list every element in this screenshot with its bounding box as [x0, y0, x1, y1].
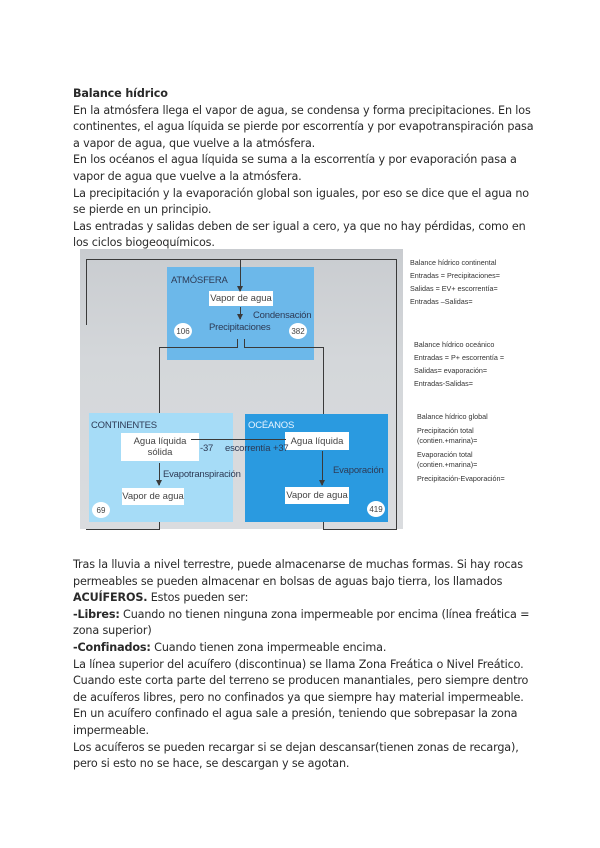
oceans-title: OCÉANOS: [248, 420, 295, 431]
precip-right-line: [244, 347, 324, 348]
note-line: Precipitación total (contien.+marina)=: [417, 426, 478, 445]
frame-right-line: [396, 259, 397, 529]
intro-tail: Estos pueden ser:: [147, 591, 249, 605]
intro-section: [73, 86, 543, 252]
frame-top-line: [86, 259, 396, 260]
note-line: Entradas = P+ escorrentía =: [414, 353, 505, 362]
precipitation-label: Precipitaciones: [209, 322, 271, 333]
continents-box: [89, 413, 241, 522]
note-line: Salidas = EV+ escorrentía=: [410, 284, 498, 293]
continents-title: CONTINENTES: [91, 420, 157, 431]
evaporation-label: Evaporación: [333, 465, 384, 476]
arrow-condensation: [240, 307, 241, 319]
global-balance-note: [417, 412, 505, 488]
note-title: Balance hídrico continental: [410, 258, 497, 267]
cont-return-down: [159, 522, 160, 529]
paragraph: Cuando este corta parte del terreno se producen manantiales, pero siempre dentro de acuíferos libres, pero no confinados ya que siempre hay material impermeable.: [73, 674, 529, 704]
intro-text: Tras la lluvia a nivel terrestre, puede almacenarse de muchas formas. Si hay rocas permeables se pueden almacenar en bolsas de aguas bajo tierra, los llamados: [73, 558, 523, 588]
note-line: Evaporación total (contien.+marina)=: [417, 450, 478, 469]
note-title: Balance hídrico oceánico: [414, 340, 495, 349]
cont-vapor-box: Vapor de agua: [122, 488, 184, 505]
ocean-return-line: [323, 529, 397, 530]
free-aquifer-item: [73, 607, 543, 640]
arrow-evapotranspiration: [159, 463, 160, 485]
note-line: Entradas = Precipitaciones=: [410, 271, 500, 280]
confined-text: Cuando tienen zona impermeable encima.: [150, 640, 387, 654]
cont-liquid-box: Agua líquida sólida: [121, 433, 199, 461]
ocean-return-down: [323, 522, 324, 529]
cont-return-line: [86, 529, 160, 530]
paragraph: En los océanos el agua líquida se suma a la escorrentía y por evaporación pasa a vapor de agua que vuelve a la atmósfera.: [73, 153, 517, 183]
paragraph: Las entradas y salidas deben de ser igual a cero, ya que no hay pérdidas, como en los ciclos biogeoquímicos.: [73, 219, 526, 250]
runoff-label: escorrentía: [225, 443, 271, 454]
evapotranspiration-label: Evapotranspiración: [163, 469, 241, 480]
frame-left-line: [86, 259, 87, 325]
value-continents: 69: [92, 502, 110, 518]
note-line: Entradas-Salidas=: [414, 379, 473, 388]
water-balance-diagram: [80, 249, 403, 529]
value-atm-left: 106: [174, 323, 192, 339]
continental-balance-note: [410, 256, 500, 308]
aquifers-term: ACUÍFEROS.: [73, 591, 148, 605]
confined-aquifer-item: [73, 640, 543, 657]
value-atm-right: 382: [289, 323, 307, 339]
ocean-liquid-box: Agua líquida: [285, 432, 349, 450]
paragraph: Los acuíferos se pueden recargar si se dejan descansar(tienen zonas de recarga), pero si esto no se hace, se descargan y se agotan.: [73, 740, 519, 771]
runoff-right-value: +37: [273, 443, 289, 454]
runoff-left-value: -37: [200, 443, 214, 454]
note-line: Precipitación-Evaporación=: [417, 474, 505, 483]
paragraph: En un acuífero confinado el agua sale a presión, teniendo que sobrepasar la zona impermeable.: [73, 707, 518, 737]
paragraph: En la atmósfera llega el vapor de agua, se condensa y forma precipitaciones. En los continentes, el agua líquida se pierde por escorrentía y por evapotranspiración pasa a vapor de agua, que vuelve a la atmósfera.: [73, 103, 534, 150]
atmosphere-title: ATMÓSFERA: [171, 275, 228, 286]
note-line: Entradas –Salidas=: [410, 297, 473, 306]
oceans-box: [245, 414, 388, 522]
value-oceans: 419: [367, 501, 385, 517]
paragraph: La línea superior del acuífero (discontinua) se llama Zona Freática o Nivel Freático.: [73, 657, 524, 671]
arrow-evaporation: [322, 451, 323, 485]
runoff-line: [191, 439, 286, 440]
arrow-into-atmosphere: [240, 259, 241, 291]
atm-vapor-box: Vapor de agua: [210, 293, 272, 304]
ocean-vapor-box: Vapor de agua: [285, 487, 349, 504]
precip-right-down: [244, 339, 245, 347]
free-label: -Libres:: [73, 607, 120, 621]
paragraph: La precipitación y la evaporación global son iguales, por eso se dice que el agua no se pierde en un principio.: [73, 186, 529, 217]
precip-left-line: [159, 347, 238, 348]
note-title: Balance hídrico global: [417, 412, 488, 421]
note-line: Salidas= evaporación=: [414, 366, 488, 375]
section-heading: Balance hídrico: [73, 87, 168, 100]
precip-left-down: [237, 339, 238, 347]
confined-label: -Confinados:: [73, 640, 151, 654]
aquifers-section: [73, 557, 543, 773]
oceanic-balance-note: [414, 338, 504, 390]
free-text: Cuando no tienen ninguna zona impermeable por encima (línea freática = zona superior): [73, 607, 530, 638]
condensation-label: Condensación: [253, 310, 312, 321]
aquifers-intro: [73, 557, 543, 607]
